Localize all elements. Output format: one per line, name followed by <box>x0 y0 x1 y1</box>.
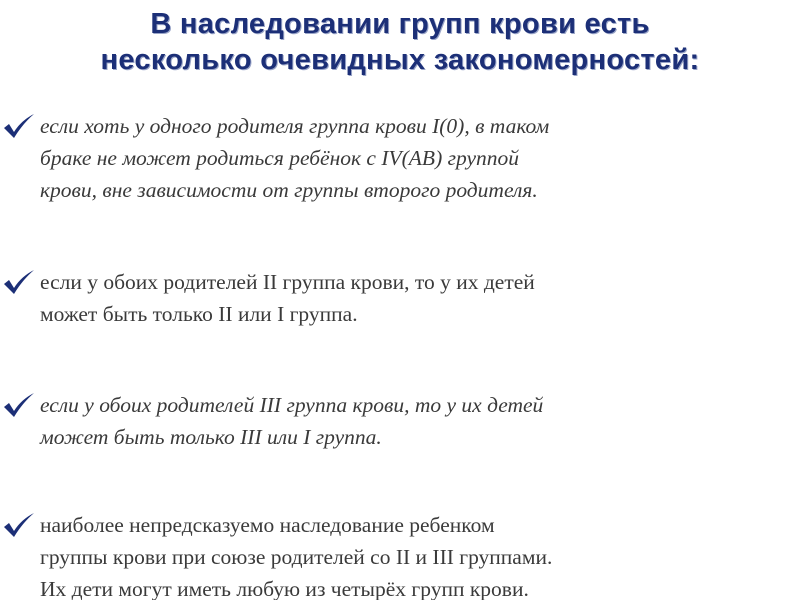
bullet-1-line-1: если хоть у одного родителя группа крови I(0), в таком <box>40 114 550 138</box>
slide-title-line-1: В наследовании групп крови есть <box>150 8 650 40</box>
bullet-2-line-2: может быть только II или I группа. <box>40 302 358 326</box>
check-mark-icon <box>2 113 36 139</box>
bullet-text-4 <box>40 509 790 600</box>
bullet-3-line-1: если у обоих родителей III группа крови, то у их детей <box>40 393 544 417</box>
bullet-1-line-3: крови, вне зависимости от группы второго родителя. <box>40 178 538 202</box>
check-mark-icon <box>2 512 36 538</box>
bullet-text-2 <box>40 266 790 330</box>
slide-title-line-2: несколько очевидных закономерностей: <box>100 44 700 76</box>
check-mark-icon <box>2 392 36 418</box>
bullet-3-line-2: может быть только III или I группа. <box>40 425 382 449</box>
bullet-2-line-1: если у обоих родителей II группа крови, то у их детей <box>40 270 535 294</box>
bullet-text-3 <box>40 389 790 453</box>
bullet-text-1 <box>40 110 790 206</box>
bullet-4-line-1: наиболее непредсказуемо наследование ребенком <box>40 513 495 537</box>
bullet-1-line-2: браке не может родиться ребёнок с IV(AB) группой <box>40 146 519 170</box>
check-mark-icon <box>2 269 36 295</box>
slide-title <box>0 6 800 78</box>
bullet-4-line-3: Их дети могут иметь любую из четырёх групп крови. <box>40 577 529 600</box>
bullet-4-line-2: группы крови при союзе родителей со II и III группами. <box>40 545 553 569</box>
